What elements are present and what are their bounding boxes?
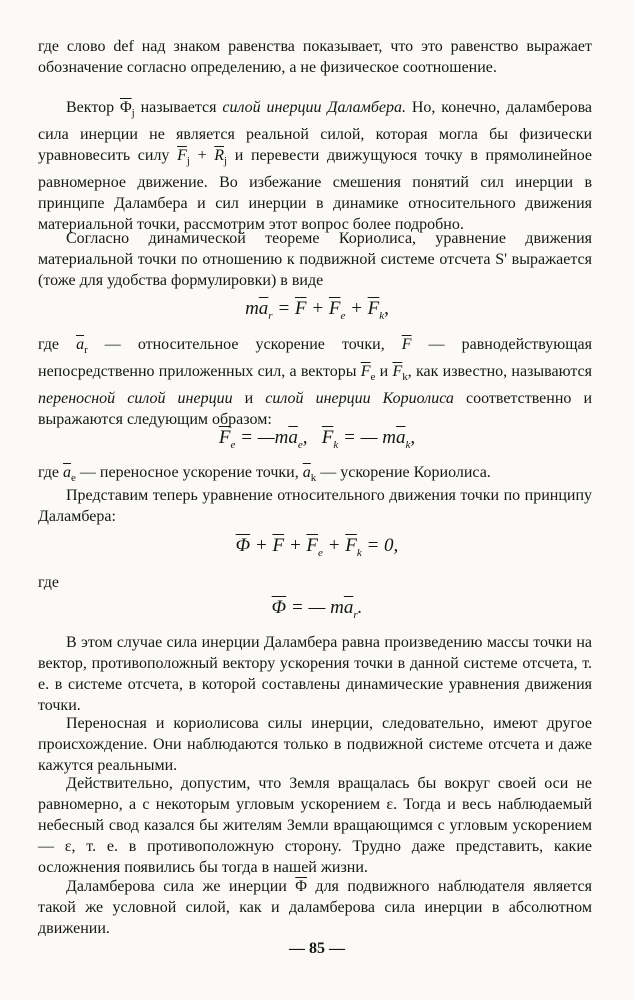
text: = — m xyxy=(338,427,396,448)
vector-phi: $\overline{\Phi}$ xyxy=(235,535,251,556)
text: Вектор xyxy=(66,99,115,116)
text: и xyxy=(375,363,393,381)
text: где xyxy=(38,464,64,481)
period: . xyxy=(357,597,363,618)
vector-f: $\overline{F}$ xyxy=(177,147,187,165)
paragraph-origin: Переносная и кориолисова силы инерции, следовательно, имеют другое происхождение. Они наблюдаются только в подвижной системе отсчета и даже кажутся реальными. xyxy=(38,715,592,774)
text: , как известно, называются xyxy=(407,363,592,381)
text: Даламберова сила же инерции xyxy=(66,878,296,895)
text: — ускорение Кориолиса. xyxy=(316,464,491,481)
separator: , xyxy=(302,427,322,448)
paragraph-dalembert-force xyxy=(38,97,592,235)
term-coriolis-inertia: силой инерции Кориолиса xyxy=(265,390,454,408)
paragraph-coriolis-theorem: Согласно динамической теореме Кориолиса, уравнение движения материальной точки по отношению к подвижной системе отсчета S' выражается (тоже для удобства формулировки) в виде xyxy=(38,230,592,289)
plus: + xyxy=(345,298,368,319)
text: и xyxy=(232,390,266,408)
plus-sign: + xyxy=(189,147,215,165)
subscript: j xyxy=(131,107,135,120)
subscript: j xyxy=(224,155,228,168)
page-number: — 85 — xyxy=(289,940,345,957)
paragraph-dalembert-principle: Представим теперь уравнение относительного движения точки по принципу Даламбера: xyxy=(38,487,592,525)
text: называется xyxy=(134,99,223,116)
subscript: k xyxy=(405,438,411,451)
equals-zero: = 0, xyxy=(361,535,399,556)
formula-phi-definition xyxy=(0,596,634,627)
vector-f: $\overline{F}$ xyxy=(294,298,307,319)
subscript: e xyxy=(297,438,303,451)
paragraph-conclusion xyxy=(38,876,592,939)
vector-ak: $\overline{a}$ xyxy=(395,427,406,448)
vector-ae: $\overline{a}$ xyxy=(288,427,298,448)
paragraph-notation xyxy=(38,334,592,430)
text: соответственно и выражаются следующим образом: xyxy=(38,390,593,429)
paragraph-earth-example: Действительно, допустим, что Земля вращалась бы вокруг своей оси не равномерно, а с некоторым угловым ускорением ε. Тогда и весь наблюдаемый небесный свод казался бы жителям Земли вращающимся с угловым ускорением — ε, т. е. в противоположную сторону. Трудно даже представить, какие осложнения появились бы тогда в нашей жизни. xyxy=(38,775,592,876)
vector-fe: $\overline{F}$ xyxy=(218,427,231,448)
text: = — m xyxy=(286,597,344,618)
vector-fk: $\overline{F}$ xyxy=(392,363,403,381)
subscript: k xyxy=(402,371,408,384)
subscript: r xyxy=(84,344,88,357)
text: — относительное ускорение точки, xyxy=(87,336,402,353)
plus: + xyxy=(322,535,346,556)
term-dalembert-inertia: силой инерции Даламбера. xyxy=(222,99,407,116)
vector-fe: $\overline{F}$ xyxy=(360,363,371,381)
word-where: где xyxy=(38,574,60,591)
paragraph-inertia-product: В этом случае сила инерции Даламбера равна произведению массы точки на вектор, противоположный вектору ускорения точки в данной системе отсчета, т. е. в системе отсчета, в которой составлены динамические уравнения движения точки. xyxy=(38,634,592,714)
vector-f: $\overline{F}$ xyxy=(272,535,285,556)
formula-dalembert-equation xyxy=(0,534,634,565)
text: где xyxy=(38,336,77,353)
formula-inertia-forces xyxy=(0,426,634,457)
vector-phi: $\overline{\Phi}$ xyxy=(271,597,287,618)
vector-ae: $\overline{a}$ xyxy=(63,464,72,481)
plus: + xyxy=(306,298,329,319)
vector-phi: $\overline{\Phi}$ xyxy=(295,878,307,895)
subscript: k xyxy=(356,546,362,559)
subscript: k xyxy=(310,472,317,485)
text: = —m xyxy=(235,427,289,448)
vector-f: $\overline{F}$ xyxy=(401,336,412,353)
subscript: r xyxy=(268,309,273,322)
subscript: k xyxy=(333,438,339,451)
mass: m xyxy=(245,298,259,319)
subscript: r xyxy=(353,608,358,621)
equals: = xyxy=(272,298,295,319)
subscript: e xyxy=(370,371,376,384)
comma: , xyxy=(384,298,389,319)
vector-fk: $\overline{F}$ xyxy=(345,535,357,556)
comma: , xyxy=(410,427,416,448)
paragraph-definition-note: где слово def над знаком равенства показывает, что это равенство выражает обозначение согласно определению, а не физическое соотношение. xyxy=(38,38,592,76)
vector-fe: $\overline{F}$ xyxy=(328,298,341,319)
subscript: e xyxy=(318,546,323,559)
vector-r: $\overline{R}$ xyxy=(214,147,225,165)
vector-ak: $\overline{a}$ xyxy=(302,464,311,481)
text: — равнодействующая непосредственно приложенных сил, а векторы xyxy=(38,336,592,381)
text: для подвижного наблюдателя является такой же условной силой, как и даламберова сила инерции в абсолютном движении. xyxy=(38,878,592,937)
text: — переносное ускорение точки, xyxy=(75,464,303,481)
vector-fk: $\overline{F}$ xyxy=(367,298,380,319)
vector-fe: $\overline{F}$ xyxy=(306,535,319,556)
text: и перевести движущуюся точку в прямолинейное равномерное движение. Во избежание смешения понятий сил инерции в принципе Даламбера и сил инерции в динамике относительного движения материальной точки, рассмотрим этот вопрос более подробно. xyxy=(38,147,592,234)
vector-a: $\overline{a}$ xyxy=(343,597,354,618)
subscript: j xyxy=(186,155,190,168)
vector-phi: $\overline{\Phi}$ xyxy=(119,99,132,116)
formula-relative-motion xyxy=(0,297,634,328)
subscript: e xyxy=(71,472,76,485)
plus: + xyxy=(250,535,273,556)
subscript: k xyxy=(379,309,385,322)
vector-a: $\overline{a}$ xyxy=(76,336,85,353)
subscript: e xyxy=(230,438,236,451)
vector-a: $\overline{a}$ xyxy=(258,298,269,319)
vector-fk: $\overline{F}$ xyxy=(321,427,334,448)
term-transport-inertia: переносной силой инерции xyxy=(38,390,233,408)
subscript: e xyxy=(340,309,346,322)
plus: + xyxy=(284,535,307,556)
text: Но, конечно, даламберова сила инерции не является реальной силой, которая могла бы физически уравновесить силу xyxy=(38,99,593,165)
